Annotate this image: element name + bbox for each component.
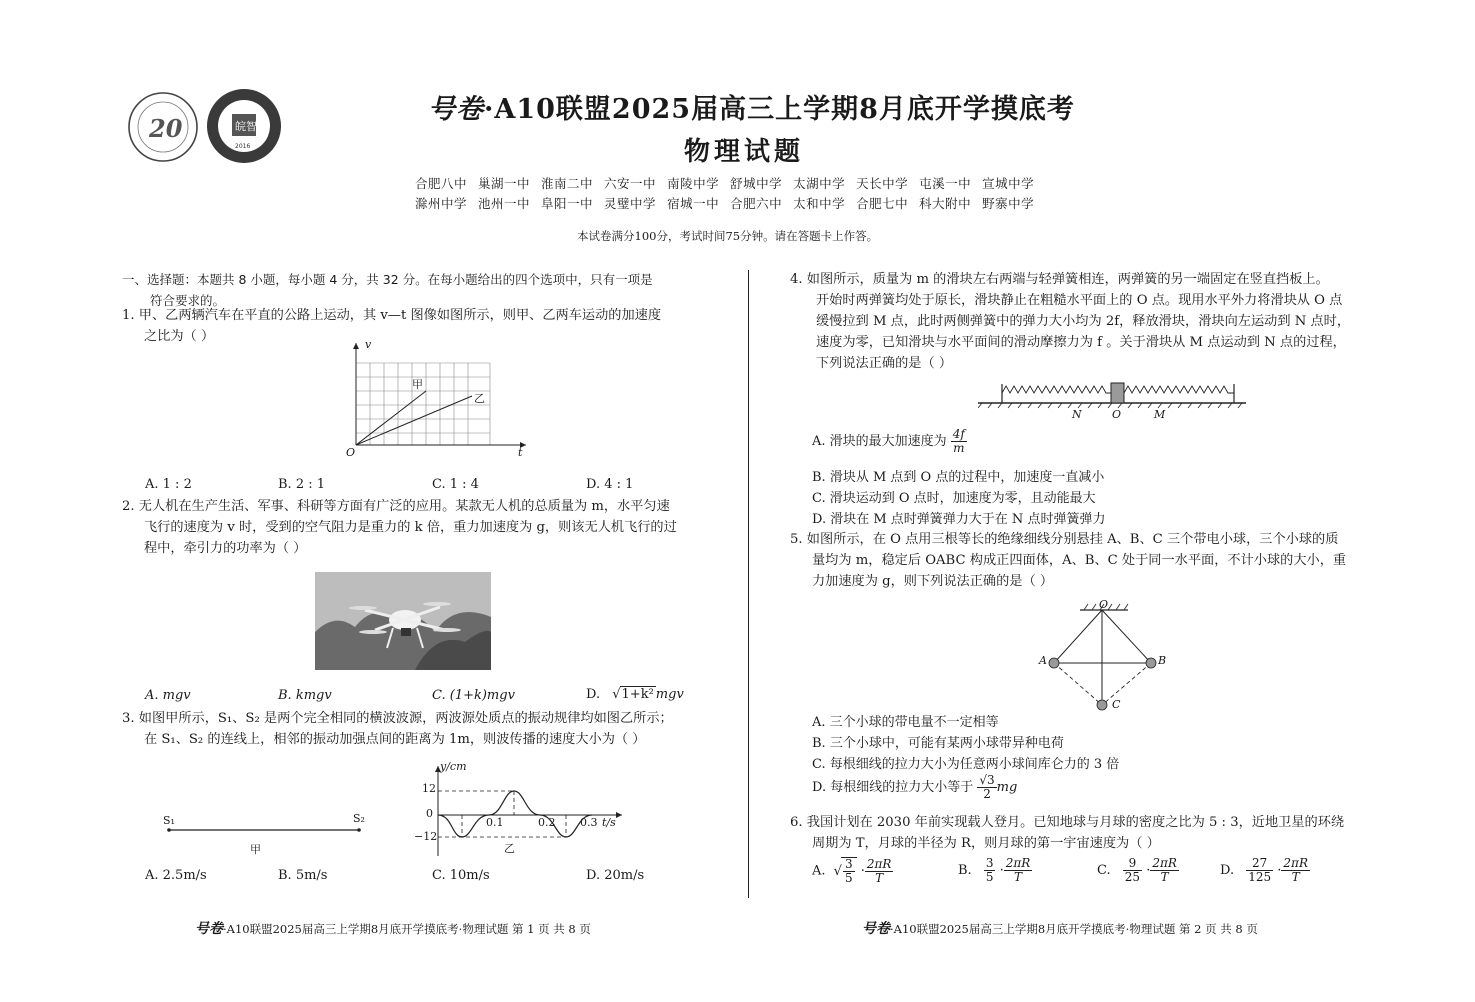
q2-option-c[interactable]: C. (1+k)mgv bbox=[432, 688, 515, 703]
footer-page-2: 号卷·A10联盟2025届高三上学期8月底开学摸底考·物理试题 第 2 页 共 8 页 bbox=[862, 921, 1258, 937]
school-name: 淮南二中 bbox=[541, 176, 594, 191]
school-name: 宣城中学 bbox=[982, 176, 1035, 191]
question-6: 6. 我国计划在 2030 年前实现载人登月。已知地球与月球的密度之比为 5 : 3，近地卫星的环绕 周期为 T，月球的半径为 R，则月球的第一宇宙速度为（ ） bbox=[790, 815, 1345, 851]
school-name: 舒城中学 bbox=[730, 176, 783, 191]
q6-option-c[interactable]: C. $\frac{9}{25}$ · $\frac{2\pi R}{T}$ bbox=[1097, 856, 1177, 884]
line-yi bbox=[356, 396, 472, 445]
q4-spring-figure: N O M bbox=[978, 378, 1248, 423]
q3-option-c[interactable]: C. 10m/s bbox=[432, 868, 490, 883]
school-name: 合肥七中 bbox=[856, 196, 909, 211]
q1-option-a[interactable]: A. 1 : 2 bbox=[145, 477, 192, 492]
column-divider bbox=[748, 270, 749, 898]
question-2: 2. 无人机在生产生活、军事、科研等方面有广泛的应用。某款无人机的总质量为 m，水平匀速 飞行的速度为 v 时，受到的空气阻力是重力的 k 倍，重力加速度为 g，则该无人机飞行的过 程中，牵引力的功率为（ ） bbox=[122, 499, 677, 556]
school-name: 阜阳一中 bbox=[541, 196, 594, 211]
q1-option-b[interactable]: B. 2 : 1 bbox=[278, 477, 326, 492]
q6-option-d[interactable]: D. $\frac{27}{125}$ · $\frac{2\pi R}{T}$ bbox=[1220, 856, 1308, 884]
school-name: 太和中学 bbox=[793, 196, 846, 211]
q5-tetrahedron-figure: O A B C bbox=[1039, 598, 1167, 711]
question-4: 4. 如图所示，质量为 m 的滑块左右两端与轻弹簧相连，两弹簧的另一端固定在竖直挡板上。 开始时两弹簧均处于原长，滑块静止在粗糙水平面上的 O 点。现用水平外力将滑块从 O 点 缓慢拉到 M 点，此时两侧弹簧中的弹力大小均为 2f，释放滑块，滑块向左运动到 N 点时， 速度为零，已知滑块与水平面间的滑动摩擦力为 f 。关于滑块从 M 点运动到 N 点的过程， 下列说法正确的是（ ） bbox=[790, 272, 1351, 371]
q1-option-c[interactable]: C. 1 : 4 bbox=[432, 477, 479, 492]
q3-option-b[interactable]: B. 5m/s bbox=[278, 868, 328, 883]
logo2-mid: 皖智 bbox=[235, 120, 257, 133]
q3-option-a[interactable]: A. 2.5m/s bbox=[145, 868, 207, 883]
page-subtitle: 物理试题 bbox=[684, 137, 805, 167]
school-name: 屯溪一中 bbox=[919, 176, 972, 191]
schools-row-1 bbox=[415, 174, 1045, 192]
q2-option-d[interactable]: D. √1+k² mgv bbox=[586, 687, 684, 702]
exam-note: 本试卷满分100分，考试时间75分钟。请在答题卡上作答。 bbox=[577, 229, 879, 243]
school-name: 灵璧中学 bbox=[604, 196, 657, 211]
q2-option-a[interactable]: A. mgv bbox=[145, 688, 191, 703]
page-title: 号卷·A10联盟2025届高三上学期8月底开学摸底考 bbox=[428, 94, 1075, 125]
q6-option-b[interactable]: B. $\frac{3}{5}$ · $\frac{2\pi R}{T}$ bbox=[958, 856, 1031, 884]
q5-option-a[interactable]: A. 三个小球的带电量不一定相等 bbox=[812, 715, 999, 730]
school-name: 宿城一中 bbox=[667, 196, 720, 211]
brand-mark: 号卷 bbox=[428, 94, 484, 125]
logo-anhui bbox=[127, 91, 199, 163]
q4-option-a[interactable]: A. 滑块的最大加速度为 $\frac{4f}{m}$ bbox=[812, 427, 965, 455]
drone-photo bbox=[315, 572, 491, 670]
question-3: 3. 如图甲所示，S₁、S₂ 是两个完全相同的横波波源，两波源处质点的振动规律均如图乙所示； 在 S₁、S₂ 的连线上，相邻的振动加强点间的距离为 1m，则波传播的速度大小为（ ） bbox=[122, 711, 673, 747]
q4-option-d[interactable]: D. 滑块在 M 点时弹簧弹力大于在 N 点时弹簧弹力 bbox=[812, 512, 1106, 527]
schools-row-2 bbox=[415, 194, 1045, 212]
q5-option-b[interactable]: B. 三个小球中，可能有某两小球带异种电荷 bbox=[812, 736, 1064, 751]
logo-wanzhi bbox=[206, 88, 282, 164]
school-name: 六安一中 bbox=[604, 176, 657, 191]
q3-fig-b: y/cm 12 0 −12 0.1 0.2 0.3 t/s 乙 bbox=[412, 760, 627, 860]
q4-option-b[interactable]: B. 滑块从 M 点到 O 点的过程中，加速度一直减小 bbox=[812, 470, 1105, 485]
school-name: 太湖中学 bbox=[793, 176, 846, 191]
school-name: 科大附中 bbox=[919, 196, 972, 211]
svg-text:2016: 2016 bbox=[235, 143, 251, 150]
school-name: 合肥六中 bbox=[730, 196, 783, 211]
q4-option-c[interactable]: C. 滑块运动到 O 点时，加速度为零，且动能最大 bbox=[812, 491, 1096, 506]
school-name: 池州一中 bbox=[478, 196, 531, 211]
svg-text:20: 20 bbox=[149, 114, 183, 143]
q3-option-d[interactable]: D. 20m/s bbox=[586, 868, 645, 883]
school-name: 巢湖一中 bbox=[478, 176, 531, 191]
school-name: 滁州中学 bbox=[415, 196, 468, 211]
school-name: 野寨中学 bbox=[982, 196, 1035, 211]
section-heading: 一、选择题：本题共 8 小题，每小题 4 分，共 32 分。在每小题给出的四个选项中，只有一项是 符合要求的。 bbox=[122, 272, 653, 308]
footer-page-1: 号卷·A10联盟2025届高三上学期8月底开学摸底考·物理试题 第 1 页 共 8 页 bbox=[195, 921, 591, 937]
q3-fig-a: S₁ S₂ 甲 bbox=[163, 812, 365, 856]
q5-option-c[interactable]: C. 每根细线的拉力大小为任意两小球间库仑力的 3 倍 bbox=[812, 757, 1120, 772]
q2-option-b[interactable]: B. kmgv bbox=[278, 688, 332, 703]
q1-option-d[interactable]: D. 4 : 1 bbox=[586, 477, 634, 492]
school-name: 合肥八中 bbox=[415, 176, 468, 191]
question-1: 1. 甲、乙两辆汽车在平直的公路上运动，其 v—t 图像如图所示，则甲、乙两车运动的加速度 之比为（ ） bbox=[122, 308, 662, 344]
q1-vt-graph: v t O 甲 乙 bbox=[340, 338, 540, 464]
q6-option-a[interactable]: A. √ $\frac{3}{5}$ · $\frac{2\pi R}{T}$ bbox=[812, 856, 892, 885]
line-jia bbox=[356, 391, 426, 445]
school-name: 天长中学 bbox=[856, 176, 909, 191]
q5-option-d[interactable]: D. 每根细线的拉力大小等于 $\frac{√3}{2}$ mg bbox=[812, 773, 1018, 801]
school-name: 南陵中学 bbox=[667, 176, 720, 191]
question-5: 5. 如图所示，在 O 点用三根等长的绝缘细线分别悬挂 A、B、C 三个带电小球，三个小球的质 量均为 m，稳定后 OABC 构成正四面体，A、B、C 处于同一水平面，不计小球的大小，重 力加速度为 g，则下列说法正确的是（ ） bbox=[790, 532, 1347, 589]
